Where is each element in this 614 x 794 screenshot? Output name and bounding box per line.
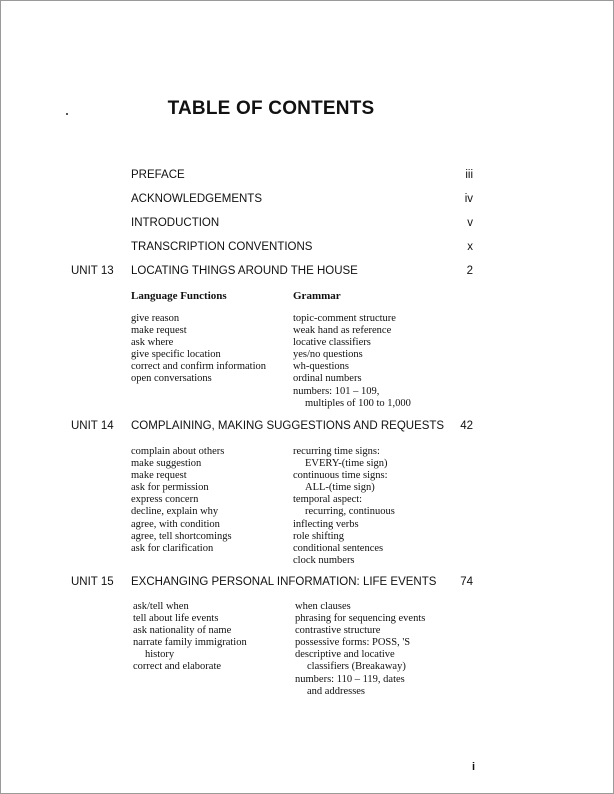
list-item: inflecting verbs [293, 518, 359, 530]
list-item: multiples of 100 to 1,000 [305, 397, 411, 409]
list-item: ask where [131, 337, 174, 349]
list-item: classifiers (Breakaway) [307, 661, 406, 673]
list-item: wh-questions [293, 361, 349, 373]
list-item: topic-comment structure [293, 313, 396, 324]
list-item: ask for permission [131, 482, 209, 494]
unit-14-title[interactable]: COMPLAINING, MAKING SUGGESTIONS AND REQUESTS [131, 420, 445, 432]
page-number: i [471, 761, 475, 773]
unit-13-functions-list [131, 313, 266, 386]
toc-page-transcription-conventions: x [467, 241, 473, 253]
list-item: phrasing for sequencing events [295, 613, 426, 625]
list-item: decline, explain why [131, 506, 219, 518]
toc-page-acknowledgements: iv [464, 193, 473, 205]
column-header-functions: Language Functions [131, 290, 227, 302]
list-item: give reason [131, 313, 180, 324]
list-item: make request [131, 325, 187, 337]
list-item: make request [131, 470, 187, 482]
list-item: recurring, continuous [305, 506, 395, 518]
list-item: EVERY-(time sign) [305, 458, 388, 470]
toc-page-preface: iii [465, 169, 473, 181]
list-item: recurring time signs: [293, 446, 380, 457]
list-item: role shifting [293, 530, 345, 542]
list-item: agree, tell shortcomings [131, 530, 232, 542]
unit-15-grammar-list [295, 601, 425, 698]
list-item: clock numbers [293, 554, 355, 566]
list-item: weak hand as reference [293, 325, 392, 337]
list-item: numbers: 101 – 109, [293, 385, 380, 397]
unit-13-grammar-list [293, 313, 411, 410]
list-item: complain about others [131, 446, 225, 457]
list-item: contrastive structure [295, 625, 381, 637]
list-item: history [145, 649, 175, 661]
unit-14-page: 42 [460, 420, 473, 432]
list-item: correct and elaborate [133, 661, 222, 673]
column-header-grammar: Grammar [293, 290, 341, 302]
list-item: continuous time signs: [293, 470, 388, 482]
list-item: agree, with condition [131, 518, 220, 530]
list-item: open conversations [131, 373, 212, 385]
toc-entry-preface[interactable]: PREFACE [131, 169, 185, 181]
unit-15-number: UNIT 15 [71, 576, 114, 588]
page-title: TABLE OF CONTENTS [167, 98, 375, 119]
list-item: numbers: 110 – 119, dates [295, 673, 405, 685]
unit-13-page: 2 [466, 265, 473, 277]
toc-entry-introduction[interactable]: INTRODUCTION [131, 217, 220, 229]
list-item: possessive forms: POSS, 'S [295, 637, 411, 649]
list-item: ALL-(time sign) [305, 482, 375, 494]
unit-13-title[interactable]: LOCATING THINGS AROUND THE HOUSE [131, 265, 358, 277]
list-item: and addresses [307, 685, 366, 697]
list-item: make suggestion [131, 458, 202, 470]
toc-entry-acknowledgements[interactable]: ACKNOWLEDGEMENTS [131, 193, 262, 205]
unit-14-number: UNIT 14 [71, 420, 114, 432]
unit-14-grammar-list [293, 446, 395, 567]
list-item: when clauses [295, 601, 351, 612]
list-item: descriptive and locative [295, 649, 395, 661]
list-item: ask/tell when [133, 601, 189, 612]
unit-15-page: 74 [460, 576, 473, 588]
list-item: give specific location [131, 349, 221, 361]
list-item: conditional sentences [293, 542, 384, 554]
unit-15-title[interactable]: EXCHANGING PERSONAL INFORMATION: LIFE EVENTS [131, 576, 437, 588]
unit-14-functions-list [131, 446, 232, 555]
list-item: ask for clarification [131, 542, 214, 554]
list-item: narrate family immigration [133, 637, 247, 649]
list-item: express concern [131, 494, 199, 506]
list-item: correct and confirm information [131, 361, 266, 373]
list-item: temporal aspect: [293, 494, 363, 506]
list-item: ask nationality of name [133, 625, 232, 637]
list-item: yes/no questions [293, 349, 363, 361]
list-item: tell about life events [133, 613, 219, 625]
list-item: locative classifiers [293, 337, 371, 349]
list-item: ordinal numbers [293, 373, 362, 385]
unit-15-functions-list [133, 601, 247, 674]
toc-page-introduction: v [467, 217, 473, 229]
unit-13-number: UNIT 13 [71, 265, 114, 277]
toc-entry-transcription-conventions[interactable]: TRANSCRIPTION CONVENTIONS [131, 241, 313, 253]
